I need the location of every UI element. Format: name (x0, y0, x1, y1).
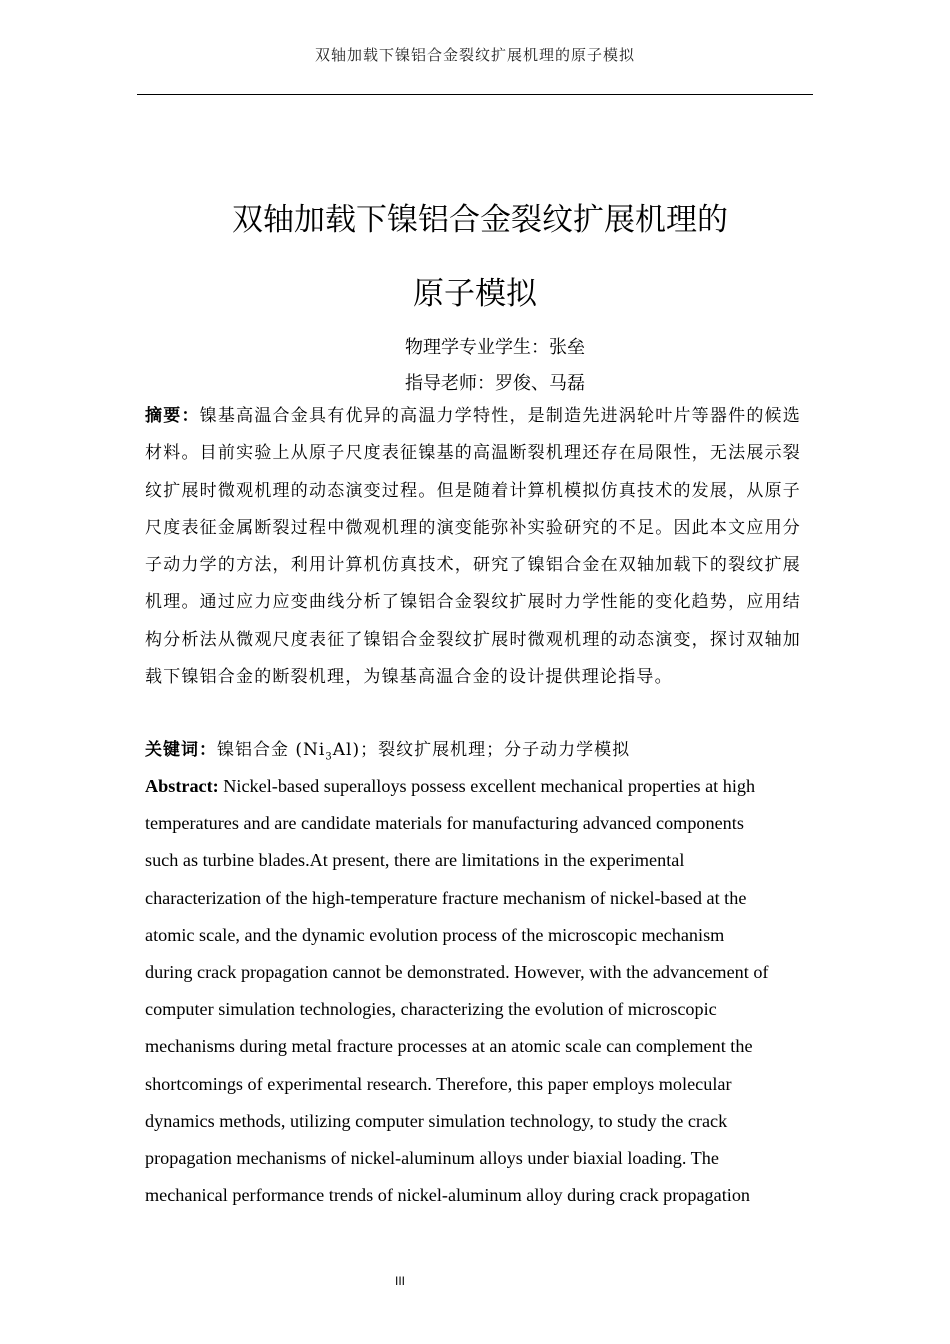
paper-title-line-1: 双轴加载下镍铝合金裂纹扩展机理的 (232, 202, 728, 238)
abstract-en-line-0 (145, 768, 817, 805)
abstract-en-line-8: shortcomings of experimental research. Therefore, this paper employs molecular (145, 1073, 732, 1094)
keyword-1-post: Al)；裂纹扩展机理；分子动力学模拟 (332, 740, 631, 760)
keywords-cn-label: 关键词： (145, 740, 217, 760)
paper-title-line-2: 原子模拟 (413, 276, 537, 312)
running-header: 双轴加载下镍铝合金裂纹扩展机理的原子模拟 (314, 46, 635, 64)
abstract-en-line-10: propagation mechanisms of nickel-aluminum alloys under biaxial loading. The (145, 1148, 719, 1169)
page-number: III (394, 1274, 405, 1288)
abstract-en-line-5: during crack propagation cannot be demonstrated. However, with the advancement of (145, 962, 769, 983)
abstract-en-line-3: characterization of the high-temperature fracture mechanism of nickel-based at the (145, 887, 747, 908)
abstract-en-line-6: computer simulation technologies, characterizing the evolution of microscopic (145, 999, 717, 1020)
header-rule (137, 94, 813, 95)
abstract-en-line-11: mechanical performance trends of nickel-aluminum alloy during crack propagation (145, 1185, 751, 1206)
abstract-en (145, 768, 817, 1214)
abstract-cn-text: 镍基高温合金具有优异的高温力学特性，是制造先进涡轮叶片等器件的候选材料。目前实验上从原子尺度表征镍基的高温断裂机理还存在局限性，无法展示裂纹扩展时微观机理的动态演变过程。但是随着计算机模拟仿真技术的发展，从原子尺度表征金属断裂过程中微观机理的演变能弥补实验研究的不足。因此本文应用分子动力学的方法，利用计算机仿真技术，研究了镍铝合金在双轴加载下的裂纹扩展机理。通过应力应变曲线分析了镍铝合金裂纹扩展时力学性能的变化趋势，应用结构分析法从微观尺度表征了镍铝合金裂纹扩展时微观机理的动态演变，探讨双轴加载下镍铝合金的断裂机理，为镍基高温合金的设计提供理论指导。 (145, 406, 801, 688)
author-student: 物理学专业学生：张垒 (405, 337, 585, 358)
abstract-en-line-7: mechanisms during metal fracture processes at an atomic scale can complement the (145, 1036, 753, 1057)
abstract-en-line-9: dynamics methods, utilizing computer simulation technology, to study the crack (145, 1110, 728, 1131)
abstract-cn (145, 398, 801, 696)
abstract-en-line-0-text: Nickel-based superalloys possess excellent mechanical properties at high (218, 776, 756, 796)
abstract-en-line-4: atomic scale, and the dynamic evolution process of the microscopic mechanism (145, 924, 725, 945)
keyword-1-pre: 镍铝合金 (Ni (217, 740, 326, 760)
author-advisor: 指导老师：罗俊、马磊 (405, 373, 585, 394)
abstract-en-line-2: such as turbine blades.At present, there are limitations in the experimental (145, 850, 685, 871)
keyword-1-subscript: 3 (325, 751, 333, 763)
abstract-en-label: Abstract: (145, 776, 219, 796)
abstract-en-line-1: temperatures and are candidate materials for manufacturing advanced components (145, 813, 744, 834)
abstract-cn-label: 摘要： (145, 406, 200, 426)
